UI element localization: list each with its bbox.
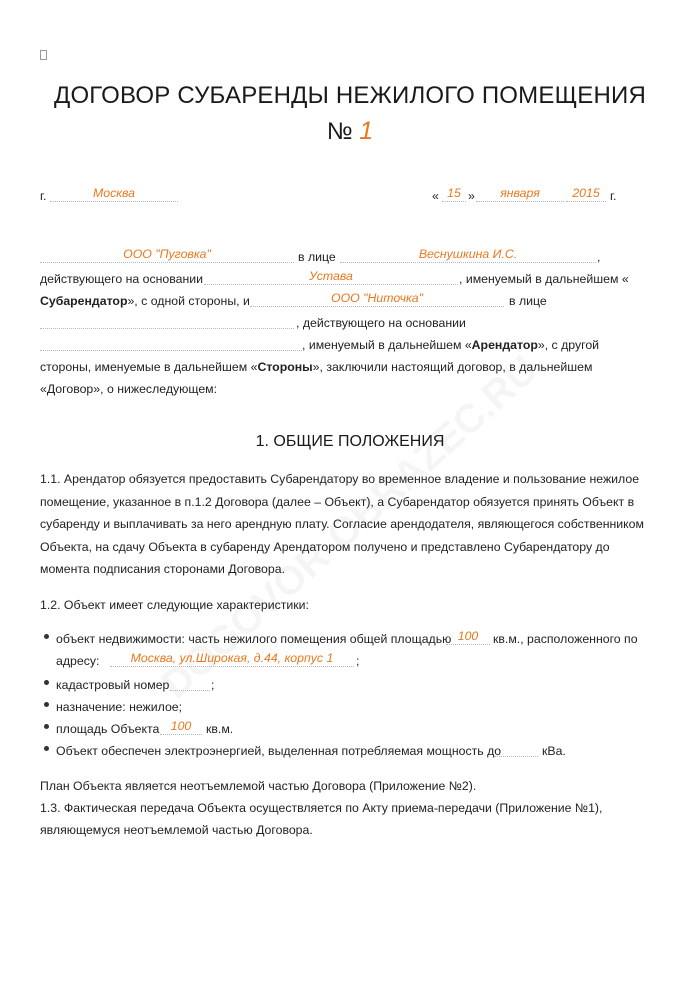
month-value: января [500, 186, 540, 200]
bullet-icon [44, 634, 49, 639]
subtenant-role-line [40, 293, 250, 309]
parties-line-6 [40, 359, 592, 375]
clause-1-1 [40, 468, 660, 581]
tenant-name-field[interactable] [250, 291, 504, 307]
clause-1-1-line: помещение, указанное в п.1.2 Договора (далее – Объект), а Субарендатор обязуется принять Объект в [40, 494, 635, 509]
clause-1-1-line: Объекта, на сдачу Объекта в субаренду Арендатором получено и представлено Субарендатору до [40, 539, 610, 554]
subtenant-basis-field[interactable] [204, 269, 458, 285]
address-value: Москва, ул.Широкая, д.44, корпус 1 [130, 651, 334, 665]
acting-basis-label-2: , действующего на основании [296, 316, 466, 330]
city-field[interactable] [50, 186, 178, 202]
line6-a: стороны, именуемые в дальнейшем « [40, 360, 258, 374]
tenant-basis-field[interactable] [40, 335, 302, 351]
parties-word: Стороны [257, 360, 313, 374]
year-suffix: г. [610, 189, 617, 203]
tenant-role: Арендатор [471, 338, 538, 352]
tenant-name-value: ООО "Ниточка" [331, 291, 423, 305]
subtenant-rep-value: Веснушкина И.С. [418, 247, 518, 261]
b1-suffix: кв.м., расположенного по [493, 632, 638, 646]
subtenant-name-value: ООО "Пуговка" [123, 247, 211, 261]
in-person-label: в лице [298, 250, 336, 264]
clause-1-1-line: 1.1. Арендатор обязуется предоставить Субарендатору во временное владение и пользование нежилое [40, 472, 640, 486]
document-title: ДОГОВОР СУБАРЕНДЫ НЕЖИЛОГО ПОМЕЩЕНИЯ [53, 82, 646, 109]
other-side-text: », с другой [537, 338, 600, 352]
page-corner-icon [40, 50, 47, 60]
one-side-text: », с одной стороны, и [127, 294, 250, 308]
tenant-role-line [302, 337, 599, 353]
subtenant-rep-field[interactable] [340, 247, 596, 263]
city-prefix: г. [40, 189, 47, 203]
object-area-value: 100 [170, 719, 192, 733]
b5-suffix: кВа. [542, 744, 566, 758]
b2-text: кадастровый номер [56, 678, 170, 692]
bullet-icon [44, 746, 49, 751]
subtenant-name-field[interactable] [40, 247, 294, 263]
b1-addr-prefix: адресу: [56, 654, 100, 668]
in-person-label-2: в лице [509, 294, 547, 308]
plan-note: План Объекта является неотъемлемой частью Договора (Приложение №2). [40, 779, 477, 793]
city-value: Москва [92, 186, 136, 200]
day-field[interactable] [442, 186, 466, 202]
number-label: № [326, 118, 353, 145]
parties-line-7: «Договор», о нижеследующем: [40, 382, 218, 396]
b5-prefix: Объект обеспечен электроэнергией, выделенная потребляемая мощность до [56, 744, 502, 758]
day-value: 15 [447, 186, 461, 200]
line6-b: », заключили настоящий договор, в дальнейшем [312, 360, 593, 374]
clause-1-1-line: субаренду и выплачивать за него арендную плату. Согласие арендодателя, являющегося собственником [40, 517, 644, 531]
object-area-field[interactable] [160, 719, 202, 735]
b3-text: назначение: нежилое; [56, 700, 183, 714]
section-heading: 1. ОБЩИЕ ПОЛОЖЕНИЯ [255, 433, 445, 450]
bullet-icon [44, 724, 49, 729]
b1-addr-suffix: ; [356, 654, 360, 668]
total-area-field[interactable] [446, 629, 490, 645]
quote-open: « [432, 189, 439, 203]
subtenant-role: Субарендатор [40, 294, 128, 308]
clause-1-1-line: момента подписания сторонами Договора. [40, 562, 285, 576]
clause-1-3-line: являющемуся неотъемлемой частью Договора. [40, 823, 313, 837]
year-value: 2015 [572, 186, 600, 200]
b2-suffix: ; [211, 678, 215, 692]
hereinafter-label-2: , именуемый в дальнейшем « [302, 338, 472, 352]
cadastral-field[interactable] [170, 675, 210, 691]
b4-prefix: площадь Объекта [56, 722, 160, 736]
bullet-icon [44, 702, 49, 707]
clause-1-2: 1.2. Объект имеет следующие характеристики: [40, 598, 309, 612]
document-number [0, 115, 700, 148]
subtenant-basis-value: Устава [309, 269, 353, 283]
hereinafter-label: , именуемый в дальнейшем « [459, 272, 629, 286]
year-field[interactable] [566, 186, 606, 202]
acting-basis-label: действующего на основании [40, 272, 204, 286]
b1-prefix: объект недвижимости: часть нежилого помещения общей площадью [56, 632, 452, 646]
tenant-rep-field[interactable] [40, 313, 294, 329]
clause-1-3-line: 1.3. Фактическая передача Объекта осуществляется по Акту приема-передачи (Приложение №1), [40, 801, 603, 815]
number-value: 1 [359, 117, 374, 145]
comma: , [597, 250, 601, 264]
power-field[interactable] [494, 741, 538, 757]
bullet-icon [44, 680, 49, 685]
total-area-value: 100 [457, 629, 479, 643]
quote-close: » [468, 189, 475, 203]
month-field[interactable] [476, 186, 564, 202]
address-field[interactable] [110, 651, 354, 667]
b4-suffix: кв.м. [206, 722, 234, 736]
